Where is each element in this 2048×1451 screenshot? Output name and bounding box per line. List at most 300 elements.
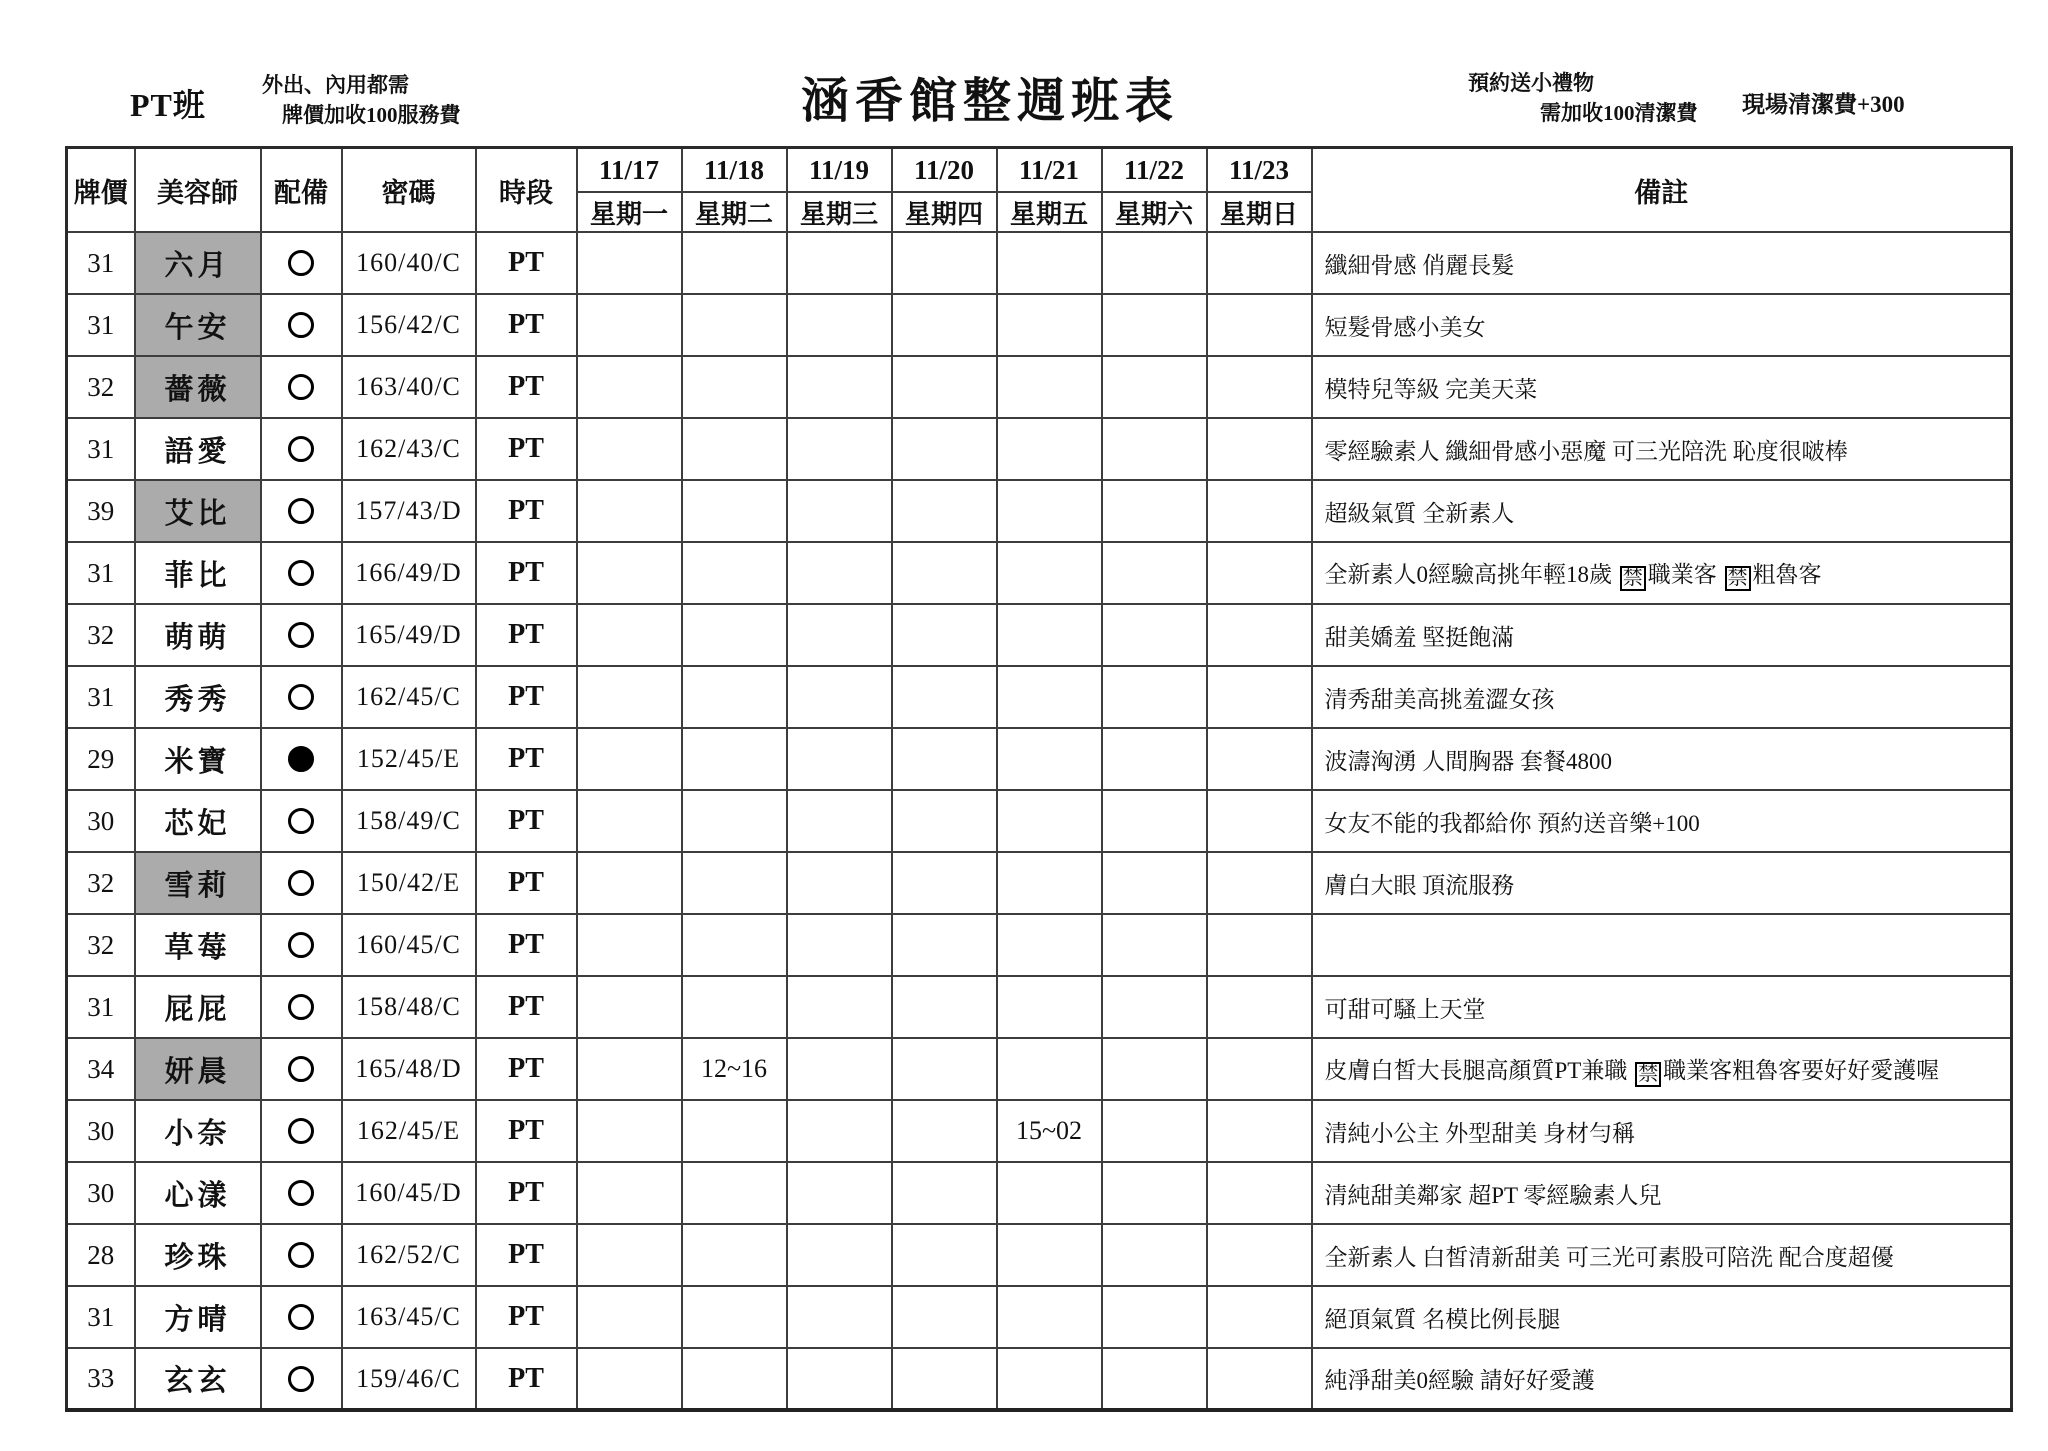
- equipment-cell: [261, 232, 342, 294]
- schedule-cell: [892, 852, 997, 914]
- code-cell: 158/48/C: [342, 976, 476, 1038]
- schedule-cell: [577, 914, 682, 976]
- remark-cell: 波濤洶湧 人間胸器 套餐4800: [1312, 728, 2012, 790]
- class-type-label: PT班: [130, 87, 206, 123]
- schedule-cell: [787, 1348, 892, 1410]
- schedule-cell: [577, 480, 682, 542]
- equipment-cell: [261, 790, 342, 852]
- schedule-cell: [892, 790, 997, 852]
- schedule-cell: [577, 976, 682, 1038]
- schedule-cell: [577, 728, 682, 790]
- slot-cell: PT: [476, 914, 577, 976]
- equipment-cell: [261, 418, 342, 480]
- schedule-cell: [577, 1224, 682, 1286]
- remark-cell: 全新素人0經驗高挑年輕18歲 禁 職業客 禁 粗魯客: [1312, 542, 2012, 604]
- schedule-cell: [682, 294, 787, 356]
- beautician-name-cell: 萌萌: [135, 604, 261, 666]
- schedule-table-body: [67, 232, 2012, 1410]
- table-row: [67, 666, 2012, 728]
- price-cell: 31: [67, 294, 135, 356]
- schedule-cell: [1102, 852, 1207, 914]
- schedule-cell: [997, 1286, 1102, 1348]
- equipment-cell: [261, 1100, 342, 1162]
- schedule-cell: [682, 1286, 787, 1348]
- schedule-cell: [577, 418, 682, 480]
- schedule-cell: [1102, 418, 1207, 480]
- beautician-name-cell: 珍珠: [135, 1224, 261, 1286]
- price-cell: 30: [67, 790, 135, 852]
- equipment-cell: [261, 1038, 342, 1100]
- date-header: 11/17: [577, 148, 682, 193]
- schedule-cell: [1207, 356, 1312, 418]
- beautician-name-cell: 秀秀: [135, 666, 261, 728]
- price-cell: 31: [67, 418, 135, 480]
- empty-circle-icon: [288, 1242, 314, 1268]
- code-cell: 163/40/C: [342, 356, 476, 418]
- schedule-cell: [787, 914, 892, 976]
- schedule-cell: [682, 480, 787, 542]
- table-row: [67, 852, 2012, 914]
- empty-circle-icon: [288, 808, 314, 834]
- column-header-equipment: 配備: [261, 148, 342, 233]
- schedule-cell: [1207, 1038, 1312, 1100]
- equipment-cell: [261, 480, 342, 542]
- slot-cell: PT: [476, 728, 577, 790]
- schedule-cell: [1102, 1348, 1207, 1410]
- price-cell: 39: [67, 480, 135, 542]
- price-cell: 31: [67, 232, 135, 294]
- schedule-cell: [577, 1286, 682, 1348]
- schedule-cell: [787, 356, 892, 418]
- price-cell: 33: [67, 1348, 135, 1410]
- slot-cell: PT: [476, 1100, 577, 1162]
- schedule-cell: [892, 480, 997, 542]
- schedule-cell: [577, 790, 682, 852]
- table-row: [67, 1348, 2012, 1410]
- beautician-name-cell: 米寶: [135, 728, 261, 790]
- weekday-header: 星期日: [1207, 192, 1312, 232]
- schedule-cell: [682, 604, 787, 666]
- schedule-cell: [787, 728, 892, 790]
- empty-circle-icon: [288, 994, 314, 1020]
- schedule-cell: [577, 852, 682, 914]
- table-row: [67, 542, 2012, 604]
- schedule-cell: [892, 232, 997, 294]
- price-cell: 32: [67, 604, 135, 666]
- schedule-cell: [682, 542, 787, 604]
- schedule-cell: [892, 914, 997, 976]
- schedule-cell: [1102, 1100, 1207, 1162]
- remark-cell: 可甜可騷上天堂: [1312, 976, 2012, 1038]
- schedule-cell: [1207, 790, 1312, 852]
- schedule-cell: [1207, 976, 1312, 1038]
- column-header-beautician: 美容師: [135, 148, 261, 233]
- schedule-cell: [682, 418, 787, 480]
- price-cell: 28: [67, 1224, 135, 1286]
- equipment-cell: [261, 1162, 342, 1224]
- code-cell: 162/45/C: [342, 666, 476, 728]
- schedule-cell: [787, 480, 892, 542]
- empty-circle-icon: [288, 436, 314, 462]
- slot-cell: PT: [476, 1038, 577, 1100]
- remark-cell: 膚白大眼 頂流服務: [1312, 852, 2012, 914]
- empty-circle-icon: [288, 498, 314, 524]
- beautician-name-cell: 雪莉: [135, 852, 261, 914]
- price-cell: 30: [67, 1162, 135, 1224]
- table-row: [67, 1038, 2012, 1100]
- equipment-cell: [261, 976, 342, 1038]
- weekday-header: 星期四: [892, 192, 997, 232]
- slot-cell: PT: [476, 1348, 577, 1410]
- schedule-cell: [997, 418, 1102, 480]
- schedule-cell: [997, 976, 1102, 1038]
- schedule-cell: [997, 480, 1102, 542]
- table-row: [67, 1224, 2012, 1286]
- schedule-cell: [1207, 914, 1312, 976]
- schedule-cell: [892, 1162, 997, 1224]
- schedule-cell: [1207, 232, 1312, 294]
- schedule-cell: [892, 1100, 997, 1162]
- schedule-cell: [997, 1038, 1102, 1100]
- schedule-cell: [892, 356, 997, 418]
- remark-cell: 清純小公主 外型甜美 身材勻稱: [1312, 1100, 2012, 1162]
- price-cell: 32: [67, 852, 135, 914]
- service-fee-note-line2: 牌價加收100服務費: [282, 103, 461, 128]
- schedule-cell: [1102, 1038, 1207, 1100]
- schedule-cell: [787, 666, 892, 728]
- beautician-name-cell: 玄玄: [135, 1348, 261, 1410]
- remark-cell: 皮膚白皙大長腿高顏質PT兼職 禁 職業客粗魯客要好好愛護喔: [1312, 1038, 2012, 1100]
- code-cell: 150/42/E: [342, 852, 476, 914]
- date-header: 11/20: [892, 148, 997, 193]
- schedule-cell: [997, 728, 1102, 790]
- weekday-header: 星期一: [577, 192, 682, 232]
- table-row: [67, 728, 2012, 790]
- schedule-cell: [1102, 542, 1207, 604]
- schedule-cell: [682, 728, 787, 790]
- date-header: 11/19: [787, 148, 892, 193]
- schedule-cell: [1102, 914, 1207, 976]
- schedule-cell: [787, 852, 892, 914]
- remark-cell: [1312, 914, 2012, 976]
- weekly-schedule-table: [65, 146, 2013, 1412]
- remark-cell: 短髮骨感小美女: [1312, 294, 2012, 356]
- equipment-cell: [261, 728, 342, 790]
- schedule-cell: [892, 1224, 997, 1286]
- equipment-cell: [261, 294, 342, 356]
- table-row: [67, 294, 2012, 356]
- schedule-cell: [787, 294, 892, 356]
- onsite-cleaning-fee-note: 現場清潔費+300: [1742, 92, 1905, 117]
- schedule-cell: [1102, 1286, 1207, 1348]
- schedule-cell: [997, 666, 1102, 728]
- beautician-name-cell: 方晴: [135, 1286, 261, 1348]
- schedule-cell: [682, 1100, 787, 1162]
- slot-cell: PT: [476, 852, 577, 914]
- date-header: 11/23: [1207, 148, 1312, 193]
- remark-cell: 女友不能的我都給你 預約送音樂+100: [1312, 790, 2012, 852]
- schedule-cell: [1102, 1162, 1207, 1224]
- table-row: [67, 356, 2012, 418]
- table-row: [67, 1286, 2012, 1348]
- code-cell: 162/45/E: [342, 1100, 476, 1162]
- remark-cell: 絕頂氣質 名模比例長腿: [1312, 1286, 2012, 1348]
- schedule-cell: [577, 1348, 682, 1410]
- code-cell: 158/49/C: [342, 790, 476, 852]
- column-header-price: 牌價: [67, 148, 135, 233]
- beautician-name-cell: 小奈: [135, 1100, 261, 1162]
- price-cell: 31: [67, 666, 135, 728]
- slot-cell: PT: [476, 294, 577, 356]
- beautician-name-cell: 艾比: [135, 480, 261, 542]
- beautician-name-cell: 菲比: [135, 542, 261, 604]
- schedule-cell: [1102, 728, 1207, 790]
- code-cell: 157/43/D: [342, 480, 476, 542]
- page-title: 涵香館整週班表: [800, 75, 1179, 128]
- empty-circle-icon: [288, 1118, 314, 1144]
- schedule-cell: [1207, 728, 1312, 790]
- schedule-cell: [997, 1348, 1102, 1410]
- service-fee-note-line1: 外出、內用都需: [262, 73, 409, 97]
- schedule-cell: [577, 604, 682, 666]
- remark-cell: 纖細骨感 俏麗長髮: [1312, 232, 2012, 294]
- date-header: 11/22: [1102, 148, 1207, 193]
- empty-circle-icon: [288, 560, 314, 586]
- schedule-cell: [787, 1038, 892, 1100]
- empty-circle-icon: [288, 870, 314, 896]
- beautician-name-cell: 語愛: [135, 418, 261, 480]
- booking-gift-note-line2: 需加收100清潔費: [1540, 101, 1698, 126]
- schedule-cell: [892, 542, 997, 604]
- price-cell: 31: [67, 1286, 135, 1348]
- code-cell: 163/45/C: [342, 1286, 476, 1348]
- code-cell: 165/48/D: [342, 1038, 476, 1100]
- empty-circle-icon: [288, 622, 314, 648]
- schedule-cell: [997, 542, 1102, 604]
- schedule-cell: [682, 356, 787, 418]
- prohibited-icon: 禁: [1635, 1062, 1661, 1087]
- schedule-cell: [682, 790, 787, 852]
- schedule-cell: [997, 294, 1102, 356]
- beautician-name-cell: 午安: [135, 294, 261, 356]
- schedule-cell: 12~16: [682, 1038, 787, 1100]
- schedule-cell: [787, 542, 892, 604]
- schedule-cell: [997, 356, 1102, 418]
- beautician-name-cell: 心漾: [135, 1162, 261, 1224]
- beautician-name-cell: 六月: [135, 232, 261, 294]
- price-cell: 31: [67, 542, 135, 604]
- column-header-remark: 備註: [1312, 148, 2012, 233]
- table-row: [67, 1100, 2012, 1162]
- schedule-cell: [1102, 666, 1207, 728]
- beautician-name-cell: 芯妃: [135, 790, 261, 852]
- equipment-cell: [261, 914, 342, 976]
- schedule-cell: [787, 232, 892, 294]
- schedule-cell: [787, 1100, 892, 1162]
- schedule-cell: [1207, 1162, 1312, 1224]
- schedule-cell: [1207, 604, 1312, 666]
- equipment-cell: [261, 604, 342, 666]
- schedule-cell: [787, 418, 892, 480]
- price-cell: 32: [67, 356, 135, 418]
- code-cell: 165/49/D: [342, 604, 476, 666]
- schedule-cell: [892, 728, 997, 790]
- schedule-cell: [892, 418, 997, 480]
- schedule-cell: [577, 542, 682, 604]
- schedule-cell: [892, 1286, 997, 1348]
- equipment-cell: [261, 1286, 342, 1348]
- schedule-cell: [787, 604, 892, 666]
- schedule-cell: [1207, 418, 1312, 480]
- schedule-cell: [1102, 790, 1207, 852]
- equipment-cell: [261, 852, 342, 914]
- schedule-cell: [682, 1224, 787, 1286]
- schedule-cell: [1102, 604, 1207, 666]
- equipment-cell: [261, 1348, 342, 1410]
- schedule-cell: [787, 1162, 892, 1224]
- schedule-cell: 15~02: [997, 1100, 1102, 1162]
- slot-cell: PT: [476, 976, 577, 1038]
- schedule-cell: [892, 604, 997, 666]
- column-header-slot: 時段: [476, 148, 577, 233]
- schedule-cell: [1207, 294, 1312, 356]
- remark-cell: 甜美嬌羞 堅挺飽滿: [1312, 604, 2012, 666]
- schedule-cell: [892, 666, 997, 728]
- equipment-cell: [261, 666, 342, 728]
- slot-cell: PT: [476, 1286, 577, 1348]
- schedule-cell: [682, 852, 787, 914]
- weekday-header: 星期三: [787, 192, 892, 232]
- remark-cell: 超級氣質 全新素人: [1312, 480, 2012, 542]
- schedule-cell: [892, 976, 997, 1038]
- weekday-header: 星期五: [997, 192, 1102, 232]
- beautician-name-cell: 妍晨: [135, 1038, 261, 1100]
- prohibited-icon: 禁: [1725, 566, 1751, 591]
- empty-circle-icon: [288, 1180, 314, 1206]
- booking-gift-note: [1468, 68, 1698, 129]
- schedule-cell: [787, 1286, 892, 1348]
- schedule-cell: [997, 852, 1102, 914]
- price-cell: 31: [67, 976, 135, 1038]
- empty-circle-icon: [288, 1304, 314, 1330]
- schedule-cell: [1207, 480, 1312, 542]
- beautician-name-cell: 草莓: [135, 914, 261, 976]
- schedule-cell: [682, 914, 787, 976]
- table-row: [67, 790, 2012, 852]
- schedule-cell: [1102, 1224, 1207, 1286]
- service-fee-note: [262, 70, 461, 131]
- equipment-cell: [261, 356, 342, 418]
- schedule-cell: [577, 666, 682, 728]
- table-row: [67, 418, 2012, 480]
- price-cell: 34: [67, 1038, 135, 1100]
- code-cell: 160/45/D: [342, 1162, 476, 1224]
- schedule-cell: [997, 1162, 1102, 1224]
- empty-circle-icon: [288, 684, 314, 710]
- schedule-cell: [577, 1038, 682, 1100]
- schedule-cell: [892, 294, 997, 356]
- slot-cell: PT: [476, 790, 577, 852]
- date-header: 11/18: [682, 148, 787, 193]
- remark-cell: 純淨甜美0經驗 請好好愛護: [1312, 1348, 2012, 1410]
- schedule-cell: [997, 914, 1102, 976]
- code-cell: 152/45/E: [342, 728, 476, 790]
- column-header-code: 密碼: [342, 148, 476, 233]
- schedule-cell: [892, 1348, 997, 1410]
- schedule-cell: [682, 666, 787, 728]
- empty-circle-icon: [288, 1056, 314, 1082]
- slot-cell: PT: [476, 604, 577, 666]
- schedule-cell: [577, 1100, 682, 1162]
- schedule-cell: [682, 976, 787, 1038]
- schedule-cell: [682, 1162, 787, 1224]
- schedule-cell: [1102, 356, 1207, 418]
- remark-cell: 全新素人 白皙清新甜美 可三光可素股可陪洗 配合度超優: [1312, 1224, 2012, 1286]
- empty-circle-icon: [288, 932, 314, 958]
- beautician-name-cell: 薔薇: [135, 356, 261, 418]
- beautician-name-cell: 屁屁: [135, 976, 261, 1038]
- schedule-cell: [1102, 480, 1207, 542]
- schedule-cell: [1207, 542, 1312, 604]
- empty-circle-icon: [288, 312, 314, 338]
- schedule-cell: [1207, 1224, 1312, 1286]
- table-row: [67, 1162, 2012, 1224]
- price-cell: 32: [67, 914, 135, 976]
- slot-cell: PT: [476, 542, 577, 604]
- prohibited-icon: 禁: [1620, 566, 1646, 591]
- schedule-cell: [1102, 232, 1207, 294]
- schedule-cell: [892, 1038, 997, 1100]
- code-cell: 160/40/C: [342, 232, 476, 294]
- booking-gift-note-line1: 預約送小禮物: [1468, 71, 1594, 95]
- table-row: [67, 976, 2012, 1038]
- schedule-cell: [1207, 666, 1312, 728]
- code-cell: 162/43/C: [342, 418, 476, 480]
- schedule-cell: [1102, 294, 1207, 356]
- code-cell: 156/42/C: [342, 294, 476, 356]
- schedule-cell: [1207, 1348, 1312, 1410]
- code-cell: 159/46/C: [342, 1348, 476, 1410]
- price-cell: 29: [67, 728, 135, 790]
- equipment-cell: [261, 542, 342, 604]
- empty-circle-icon: [288, 250, 314, 276]
- schedule-cell: [997, 790, 1102, 852]
- remark-cell: 清純甜美鄰家 超PT 零經驗素人兒: [1312, 1162, 2012, 1224]
- slot-cell: PT: [476, 418, 577, 480]
- schedule-cell: [1207, 852, 1312, 914]
- empty-circle-icon: [288, 1366, 314, 1392]
- remark-cell: 清秀甜美高挑羞澀女孩: [1312, 666, 2012, 728]
- price-cell: 30: [67, 1100, 135, 1162]
- slot-cell: PT: [476, 1224, 577, 1286]
- table-row: [67, 914, 2012, 976]
- slot-cell: PT: [476, 356, 577, 418]
- schedule-cell: [577, 232, 682, 294]
- slot-cell: PT: [476, 480, 577, 542]
- schedule-cell: [997, 604, 1102, 666]
- empty-circle-icon: [288, 374, 314, 400]
- schedule-cell: [577, 294, 682, 356]
- remark-cell: 零經驗素人 纖細骨感小惡魔 可三光陪洗 恥度很啵棒: [1312, 418, 2012, 480]
- code-cell: 166/49/D: [342, 542, 476, 604]
- table-row: [67, 232, 2012, 294]
- schedule-cell: [682, 1348, 787, 1410]
- filled-circle-icon: [288, 746, 314, 772]
- slot-cell: PT: [476, 666, 577, 728]
- equipment-cell: [261, 1224, 342, 1286]
- schedule-cell: [682, 232, 787, 294]
- code-cell: 160/45/C: [342, 914, 476, 976]
